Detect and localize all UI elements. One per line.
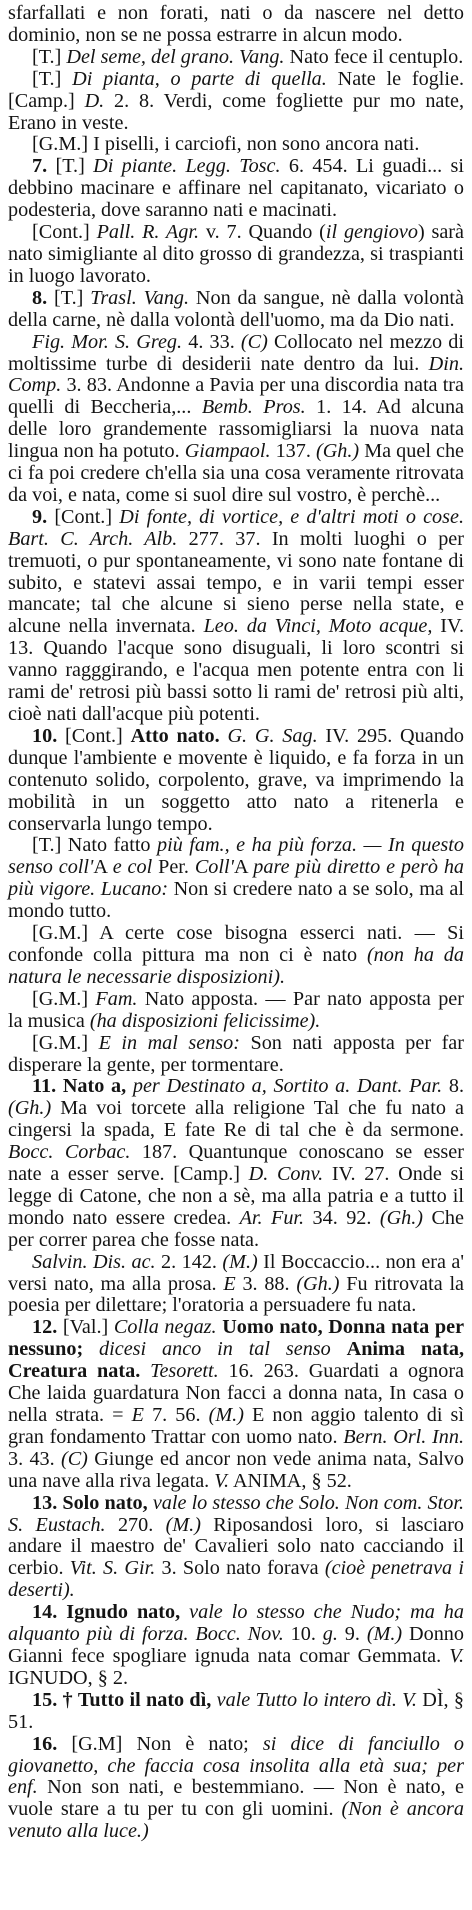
text-run: 2. 142. [155,1250,223,1273]
text-run: 270. [105,1513,166,1536]
text-run: per Destinato a, Sortito a. Dant. Par. [132,1075,443,1098]
text-run: dicesi anco in tal senso [99,1338,331,1361]
text-run: [T.] [55,155,94,178]
text-run: Coll' [194,856,234,879]
entry-paragraph [8,134,464,156]
text-run: V. [449,1644,464,1667]
text-run: Solo nato, [62,1491,148,1514]
text-run: 8. [32,286,55,309]
text-run: (M.) [222,1250,258,1273]
text-run: vale lo stesso che Nudo; ma ha alquanto più di forza. Bocc. Nov. [8,1601,464,1646]
text-run: Uomo nato, Donna nata per nessuno; [8,1316,465,1361]
text-run: DÌ, § 51. [8,1688,464,1733]
text-run: [Cont.] [65,724,131,747]
entry-paragraph [8,3,464,47]
entry-paragraph [8,332,464,507]
text-run: Ignudo nato, [66,1601,181,1624]
entry-paragraph [8,288,464,332]
text-run: [Cont.] [32,221,97,244]
text-run: Ar. Fur. [239,1206,305,1229]
text-run: IGNUDO, § 2. [8,1666,128,1689]
text-run: 187. Quantunque conoscano se esser nate a esser serve. [Camp.] [8,1141,464,1186]
text-run: (Gh.) [8,1097,52,1120]
text-run: Tesorett. [150,1360,219,1383]
text-run: 1. 14. Ad alcuna delle loro grandemente rassomigliarsi la nuova nata lingua non ha potuto. [8,396,464,463]
entry-paragraph [8,507,464,726]
text-run: 4. 33. [182,330,241,353]
text-run: 3. 43. [8,1447,61,1470]
text-run: Salvin. Dis. ac. [32,1250,156,1273]
text-run [140,1360,150,1382]
text-run: 16. [32,1732,72,1755]
text-run: 10. [32,724,66,747]
entry-paragraph [8,1493,464,1603]
text-run: (cioè penetrava i deserti). [8,1557,464,1602]
text-run: [Val.] [62,1316,114,1339]
text-run: il gengiovo [325,221,418,244]
text-run: (Gh.) [379,1206,424,1229]
text-run: IV. 295. Quando dunque l'ambiente e movente è liquido, e fa forza in un contenuto solido, corpolento, grave, va imprimendo la mobilità in un soggetto atto nato a ritenerla e conservarla lungo tempo. [8,724,464,835]
text-run: (non ha da natura le necessarie disposizioni). [8,943,464,988]
text-run: 6. 454. Li guadi... si debbino macinare e affinare nel capitanato, vicariato o podesteria, dove saranno nati e macinati. [8,155,464,222]
text-run: Giampaol. [184,440,271,463]
text-run: Ma voi torcete alla religione Tal che fu nato a cingersi la spada, E fate Re di tal che è da sermone. [8,1097,464,1142]
text-run: Nato fece il centuplo. [284,45,464,68]
text-run: Tutto il nato dì, [77,1688,212,1711]
text-run: 3. 83. Andonne a Pavia per una discordia nata tra quelli di Beccheria,... [8,374,464,419]
text-run: IV. 13. Quando l'acque sono disuguali, li loro scontri si vanno ragggirando, e l'acqua men potente entra con li rami de' retrosi più bassi sotto li rami de' retrosi più alti, cioè nati dall'acque più potenti. [8,615,464,725]
text-run: 12. [32,1316,63,1339]
text-run: ) sarà nato simigliante al dito grosso di grandezza, si traspianti in luogo lavorato. [8,221,464,287]
text-run: Il Boccaccio... non era a' versi nato, ma alla prosa. [8,1250,465,1295]
text-run: Fu ritrovata la poesia per dilettare; l'oratoria a persuadere fu nata. [8,1272,465,1317]
text-run: (C) [60,1447,88,1470]
text-run: (M.) [208,1404,244,1426]
text-run: [G.M.] I piselli, i carciofi, non sono ancora nati. [32,133,420,156]
entry-paragraph [8,1734,464,1844]
text-run: Giunge ed ancor non vede anima nata, Salvo una nave alla riva legata. [8,1447,464,1492]
text-run: [T.] [32,45,67,68]
text-run: D. [84,89,105,112]
text-run: 16. 263. Guardati a ognora Che laida guardatura Non facci a donna nata, In casa o nella strata. = [8,1360,465,1426]
text-run [180,1601,189,1623]
text-run: Fam. [95,987,138,1010]
text-run: [Cont.] [54,505,120,528]
entry-paragraph [8,1602,464,1690]
text-run: [T.] Nato fatto [32,834,157,857]
text-run: vale lo stesso che Solo. Non com. Stor. S. Eustach. [8,1491,464,1536]
entry-paragraph [8,1252,464,1318]
text-run: 3. 88. [235,1272,297,1295]
text-run: E [131,1404,144,1426]
text-run [126,1075,133,1097]
text-run: Non da sangue, nè dalla volontà della carne, nè dalla volontà dell'uomo, ma da Dio nati. [8,286,465,331]
text-run: 13. [32,1491,63,1514]
entry-paragraph [8,1033,464,1077]
entry-paragraph [8,989,464,1033]
text-run: Nato apposta. — Par nato apposta per la musica [8,987,464,1032]
text-run: v. 7. Quando ( [199,221,326,244]
text-run: 14. [32,1601,67,1624]
text-run: Bern. Orl. Inn. [343,1425,464,1448]
text-run: Collocato nel mezzo di moltissime turbe di desiderii nate dentro da lui. [8,330,464,375]
text-run: 11. [32,1075,63,1098]
text-run: (Gh.) [296,1272,340,1295]
text-run: (C) [240,330,268,353]
entry-paragraph [8,923,464,989]
text-run: 10. [283,1623,323,1646]
text-run: Non son nati, e bestemmiano. — Non è nato, e vuole stare a tu per tu con gli uomini. [8,1776,464,1821]
text-run: Del seme, del grano. Vang. [66,45,285,68]
entry-paragraph [8,47,464,69]
text-run: si dice di fanciullo o giovanetto, che faccia cosa insolita alla età sua; per enf. [8,1732,464,1799]
text-run: Che per correr parea che fosse nata. [8,1206,464,1251]
text-run: 7. 56. [143,1404,209,1426]
text-run: Anima nata, Creatura nata. [8,1338,465,1383]
entry-paragraph [8,726,464,836]
text-run: ANIMA, § 52. [229,1469,352,1492]
text-run: 137. [270,440,316,463]
text-run: Trasl. Vang. [90,286,190,309]
text-run: (ha disposizioni felicissime). [89,1009,321,1032]
text-run: Donno Gianni fece spogliare ignuda nata comar Gemmata. [8,1623,464,1667]
text-run: Per. [152,856,195,879]
text-run: Atto nato. [130,724,220,747]
text-run: g. [322,1623,338,1646]
text-run: pare più diretto e però ha più vigore. Lucano: [8,856,465,901]
text-run: sfarfallati e non forati, nati o da nascere nel detto dominio, non se ne possa estrarre in alcun modo. [8,2,464,46]
text-run: A [233,856,254,879]
text-run: Nato a, [62,1075,127,1098]
text-run: Di fonte, di vortice, e d'altri moti o cose. Bart. C. Arch. Alb. [8,505,464,550]
entry-paragraph [8,156,464,222]
text-run: Pall. R. Agr. [96,221,200,244]
entry-paragraph [8,1317,464,1492]
text-run: Riposandosi loro, si lasciaro andare il maestro de' Cavalieri solo nato cacciando il cerbio. [8,1513,465,1580]
text-run: Son nati apposta per far disperare la gente, per tormentare. [8,1031,464,1076]
text-run: [G.M.] [32,987,96,1010]
text-run: e col [112,856,153,879]
text-run [331,1338,347,1360]
text-run: (M.) [366,1623,403,1646]
text-run: D. Conv. [248,1163,324,1186]
text-run: Fig. Mor. S. Greg. [32,330,183,353]
text-run: 7. [32,155,56,178]
text-run: [T.] [54,286,91,309]
text-run: A [93,856,113,879]
text-run: Bemb. Pros. [201,396,306,419]
entry-paragraph [8,835,464,923]
text-run: [G.M.] [32,1031,99,1054]
text-run: E non aggio talento di sì gran fondamento Trattar con uomo nato. [8,1404,464,1448]
text-run: Vit. S. Gir. [69,1557,156,1580]
text-run: 8. [442,1075,465,1098]
text-run: Ma quel che ci fa poi credere ch'ella sia una cosa veramente ritrovata da voi, e nata, come si suol dire sul vostro, è perchè... [8,440,465,506]
text-run: Colla negaz. [113,1316,217,1339]
text-run: (M.) [165,1513,201,1536]
text-run: Leo. da Vinci, Moto acque, [203,615,433,638]
text-run: Di pianta, o parte di quella. [72,67,327,90]
text-run: [G.M] Non è nato; [71,1732,263,1755]
text-run: IV. 27. Onde si legge di Catone, che non a sè, ma alla patria e a tutto il mondo nato essere credea. [8,1163,465,1229]
text-run: 15. † [32,1688,78,1711]
text-run: (Gh.) [315,440,360,463]
text-run: 34. 92. [304,1206,380,1229]
text-run: Nate le foglie. [Camp.] [8,67,465,112]
text-run: 3. Solo nato forava [155,1557,325,1580]
entry-paragraph [8,222,464,288]
text-run: Bocc. Corbac. [8,1141,131,1164]
text-run: E [223,1272,236,1295]
text-run: 9. [32,505,55,528]
text-run: 9. [337,1623,367,1646]
text-run [83,1338,99,1360]
text-run: vale Tutto lo intero dì. V. [216,1688,417,1711]
text-run: più fam., e ha più forza. — In questo senso coll' [8,834,464,879]
text-run: (Non è ancora venuto alla luce.) [8,1798,464,1843]
text-run: 2. 8. Verdi, come fogliette pur mo nate, Erano in veste. [8,89,464,134]
text-run: E in mal senso: [98,1031,240,1054]
text-run: V. [214,1469,230,1492]
text-run: [T.] [32,67,73,90]
text-run: Non si credere nato a se solo, ma al mondo tutto. [8,878,465,923]
text-run: G. G. Sag. [227,724,318,747]
text-run: Di piante. Legg. Tosc. [93,155,281,178]
entry-paragraph [8,1076,464,1251]
entry-paragraph [8,1690,464,1734]
text-run: Din. Comp. [8,352,464,397]
text-run: [G.M.] A certe cose bisogna esserci nati. — Si confonde colla pittura ma non ci è nato [8,922,464,966]
entry-paragraph [8,69,464,135]
text-run: 277. 37. In molti luoghi o per tremuoti, o pur spontaneamente, vi sono nate fontane di subito, e statevi assai tempo, e in varii tempi esser mancate; tal che alcune si sieno perse nella state, e alcune nella invernata. [8,527,464,638]
